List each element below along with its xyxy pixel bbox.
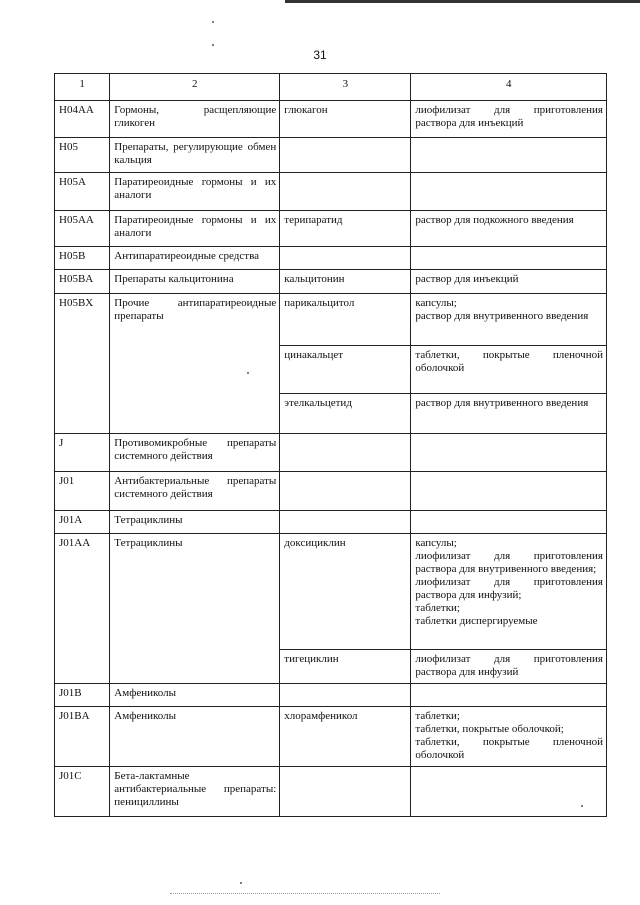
atc-code-cell: J01BA [55, 707, 110, 767]
column-header-2: 2 [110, 74, 280, 101]
substance-cell: кальцитонин [280, 270, 411, 294]
atc-code-cell: J01 [55, 472, 110, 511]
group-name-cell: Прочие антипаратиреоидные препараты [110, 294, 280, 434]
dosage-form-line: лиофилизат для приготовления раствора для инъекций [415, 104, 603, 129]
substance-cell [280, 247, 411, 270]
table-row [55, 247, 607, 270]
dosage-form-cell [411, 394, 607, 434]
substance-cell [280, 684, 411, 707]
group-name-cell: Антибактериальные препараты системного действия [110, 472, 280, 511]
atc-code-cell: H05BA [55, 270, 110, 294]
table-row [55, 138, 607, 173]
table-row [55, 434, 607, 472]
group-name-cell: Тетрациклины [110, 511, 280, 534]
table-row [55, 270, 607, 294]
footer-scan-noise [170, 893, 440, 896]
atc-code-cell: H05BX [55, 294, 110, 434]
substance-cell [280, 767, 411, 817]
scan-speck [240, 882, 242, 884]
dosage-form-cell [411, 684, 607, 707]
group-name-cell: Препараты, регулирующие обмен кальция [110, 138, 280, 173]
group-name-cell: Паратиреоидные гормоны и их аналоги [110, 173, 280, 211]
dosage-form-line: таблетки диспергируемые [415, 615, 538, 627]
group-name-cell: Тетрациклины [110, 534, 280, 684]
substance-cell: тигециклин [280, 650, 411, 684]
substance-cell: цинакальцет [280, 346, 411, 394]
substance-cell [280, 434, 411, 472]
column-header-1: 1 [55, 74, 110, 101]
dosage-form-line: лиофилизат для приготовления раствора для внутривенного введения; [415, 550, 603, 575]
drug-register-table [54, 73, 607, 817]
table-row [55, 101, 607, 138]
table-row [55, 767, 607, 817]
dosage-form-cell [411, 173, 607, 211]
group-name-cell: Гормоны, расщепляющие гликоген [110, 101, 280, 138]
dosage-form-cell [411, 707, 607, 767]
substance-cell: хлорамфеникол [280, 707, 411, 767]
dosage-form-cell [411, 270, 607, 294]
atc-code-cell: J01C [55, 767, 110, 817]
substance-cell [280, 173, 411, 211]
substance-cell: парикальцитол [280, 294, 411, 346]
dosage-form-line: таблетки; [415, 710, 460, 722]
dosage-form-cell [411, 247, 607, 270]
table-row [55, 211, 607, 247]
group-name-cell: Амфениколы [110, 684, 280, 707]
dosage-form-line: таблетки; [415, 602, 460, 614]
dosage-form-line: раствор для инъекций [415, 273, 519, 285]
table-row [55, 294, 607, 346]
dosage-form-cell [411, 434, 607, 472]
atc-code-cell: J01B [55, 684, 110, 707]
top-scan-rule [285, 0, 640, 3]
group-name-cell: Амфениколы [110, 707, 280, 767]
scan-speck [212, 44, 214, 46]
dosage-form-cell [411, 511, 607, 534]
dosage-form-line: лиофилизат для приготовления раствора для инфузий; [415, 576, 603, 601]
dosage-form-line: лиофилизат для приготовления раствора для инфузий [415, 653, 603, 678]
substance-cell: этелкальцетид [280, 394, 411, 434]
substance-cell [280, 138, 411, 173]
dosage-form-line: капсулы; [415, 297, 457, 309]
substance-cell: глюкагон [280, 101, 411, 138]
table-row [55, 472, 607, 511]
dosage-form-cell [411, 211, 607, 247]
column-header-4: 4 [411, 74, 607, 101]
table-row [55, 534, 607, 650]
dosage-form-line: таблетки, покрытые пленочной оболочкой [415, 736, 603, 761]
group-name-cell: Препараты кальцитонина [110, 270, 280, 294]
dosage-form-cell [411, 472, 607, 511]
dosage-form-cell [411, 294, 607, 346]
dosage-form-cell [411, 650, 607, 684]
dosage-form-cell [411, 767, 607, 817]
atc-code-cell: J01A [55, 511, 110, 534]
dosage-form-cell [411, 101, 607, 138]
group-name-cell: Антипаратиреоидные средства [110, 247, 280, 270]
dosage-form-line: капсулы; [415, 537, 457, 549]
dosage-form-line: раствор для внутривенного введения [415, 310, 589, 322]
table-row [55, 173, 607, 211]
scan-speck [212, 21, 214, 23]
dosage-form-cell [411, 138, 607, 173]
dosage-form-cell [411, 534, 607, 650]
dosage-form-line: таблетки, покрытые пленочной оболочкой [415, 349, 603, 374]
substance-cell: доксициклин [280, 534, 411, 650]
atc-code-cell: H05AA [55, 211, 110, 247]
substance-cell [280, 472, 411, 511]
atc-code-cell: H04AA [55, 101, 110, 138]
group-name-cell: Противомикробные препараты системного действия [110, 434, 280, 472]
atc-code-cell: J01AA [55, 534, 110, 684]
table-row [55, 684, 607, 707]
atc-code-cell: H05B [55, 247, 110, 270]
dosage-form-line: раствор для подкожного введения [415, 214, 574, 226]
atc-code-cell: H05 [55, 138, 110, 173]
page-number: 31 [313, 48, 327, 62]
group-name-cell: Бета-лактамные антибактериальные препараты: пенициллины [110, 767, 280, 817]
dosage-form-line: таблетки, покрытые оболочкой; [415, 723, 564, 735]
substance-cell [280, 511, 411, 534]
column-header-3: 3 [280, 74, 411, 101]
table-row [55, 707, 607, 767]
dosage-form-line: раствор для внутривенного введения [415, 397, 589, 409]
atc-code-cell: J [55, 434, 110, 472]
table-row [55, 511, 607, 534]
substance-cell: терипаратид [280, 211, 411, 247]
atc-code-cell: H05A [55, 173, 110, 211]
group-name-cell: Паратиреоидные гормоны и их аналоги [110, 211, 280, 247]
dosage-form-cell [411, 346, 607, 394]
table-header-row [55, 74, 607, 101]
